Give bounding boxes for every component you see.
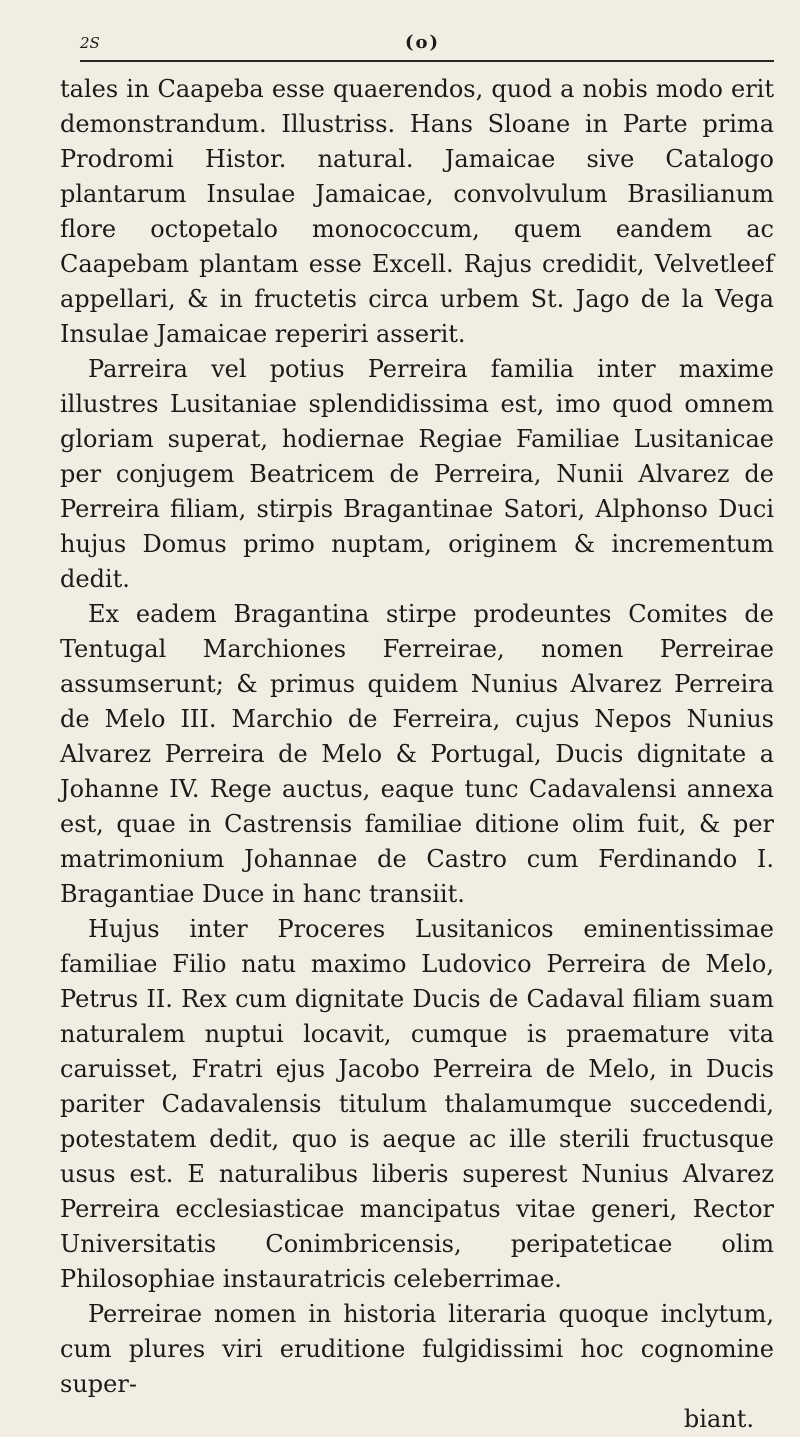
header-rule <box>80 60 774 62</box>
paragraph: Hujus inter Proceres Lusitanicos eminentissimae familiae Filio natu maximo Ludovico Perreira de Melo, Petrus II. Rex cum dignitate Ducis de Cadaval filiam suam naturalem nuptui locavit, cumque is praemature vita caruisset, Fratri ejus Jacobo Perreira de Melo, in Ducis pariter Cadavalensis titulum thalamumque succedendi, potestatem dedit, quo is aeque ac ille sterili fructusque usus est. E naturalibus liberis superest Nunius Alvarez Perreira ecclesiasticae mancipatus vitae generi, Rector Universitatis Conimbricensis, peripateticae olim Philosophiae instauratricis celeberrimae. <box>60 915 774 1293</box>
paragraph: tales in Caapeba esse quaerendos, quod a nobis modo erit demonstrandum. Illustriss. Hans Sloane in Parte prima Prodromi Histor. natural. Jamaicae sive Catalogo plantarum Insulae Jamaicae, convolvulum Brasilianum flore octopetalo monococcum, quem eandem ac Caapebam plantam esse Excell. Rajus credidit, Velvetleef appellari, & in fructetis circa urbem St. Jago de la Vega Insulae Jamaicae reperiri asserit. <box>60 75 774 348</box>
catchword: biant. <box>683 1405 754 1433</box>
page-number: 2S <box>80 34 100 52</box>
paragraph: Parreira vel potius Perreira familia inter maxime illustres Lusitaniae splendidissima est, imo quod omnem gloriam superat, hodiernae Regiae Familiae Lusitanicae per conjugem Beatricem de Perreira, Nunii Alvarez de Perreira filiam, stirpis Bragantinae Satori, Alphonso Duci hujus Domus primo nuptam, originem & incrementum dedit. <box>60 355 774 593</box>
header-ornament: (o) <box>405 32 441 53</box>
body-text <box>60 72 774 1402</box>
page-header <box>60 22 774 66</box>
paragraph: Ex eadem Bragantina stirpe prodeuntes Comites de Tentugal Marchiones Ferreirae, nomen Perreirae assumserunt; & primus quidem Nunius Alvarez Perreira de Melo III. Marchio de Ferreira, cujus Nepos Nunius Alvarez Perreira de Melo & Portugal, Ducis dignitate a Johanne IV. Rege auctus, eaque tunc Cadavalensi annexa est, quae in Castrensis familiae ditione olim fuit, & per matrimonium Johannae de Castro cum Ferdinando I. Bragantiae Duce in hanc transiit. <box>60 600 774 908</box>
paragraph: Perreirae nomen in historia literaria quoque inclytum, cum plures viri eruditione fulgidissimi hoc cognomine super- <box>60 1300 774 1398</box>
